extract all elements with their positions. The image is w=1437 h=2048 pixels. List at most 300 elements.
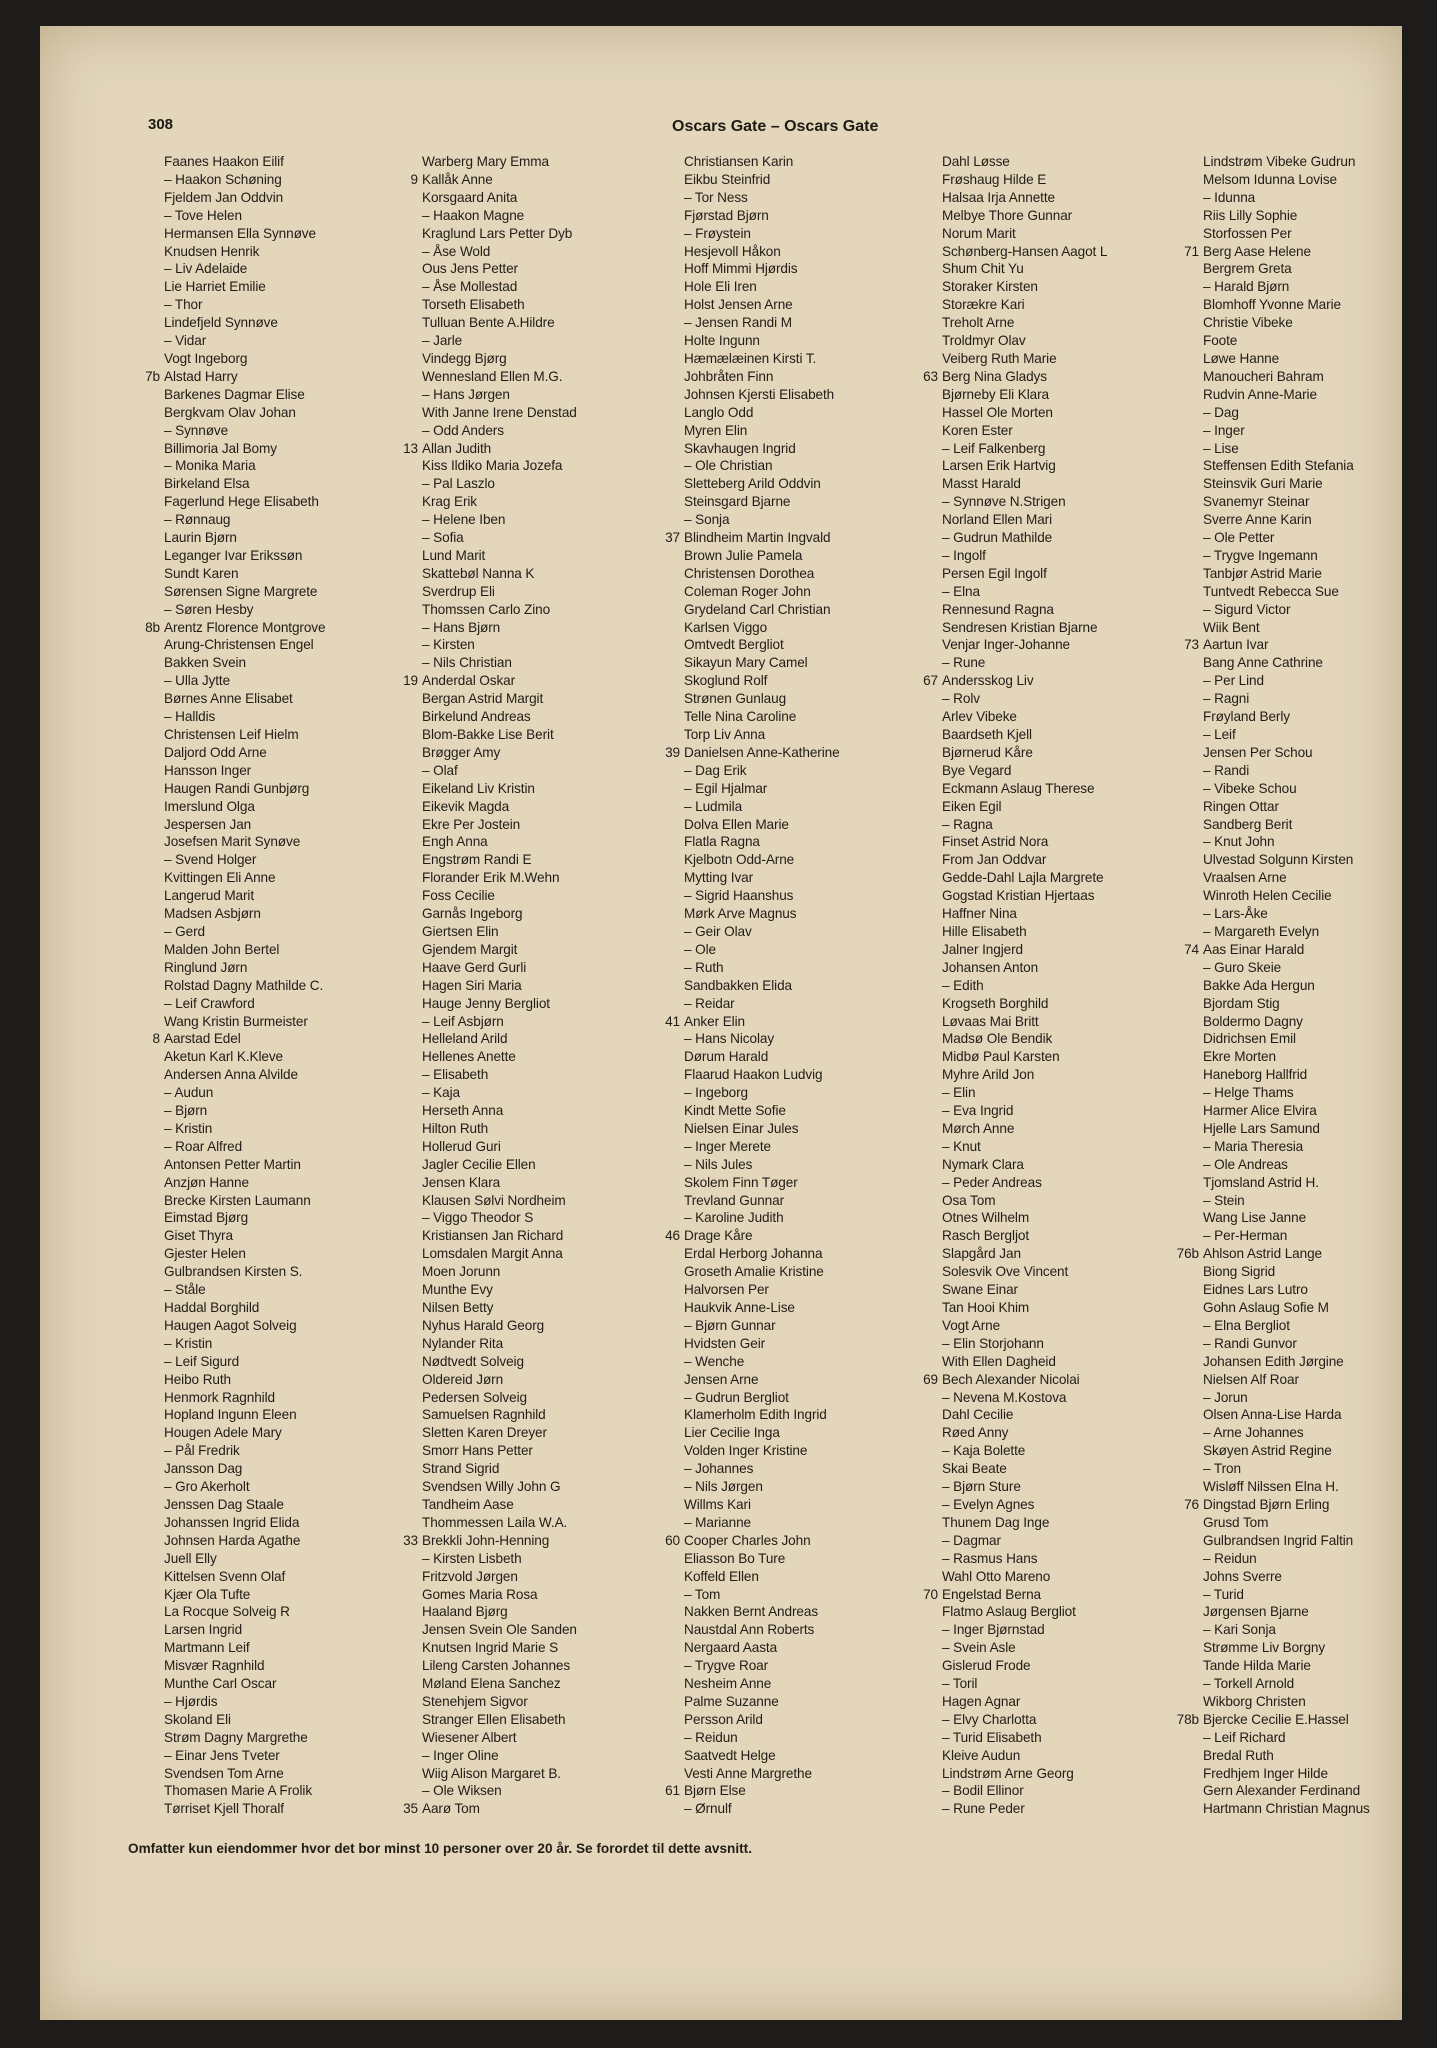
resident-name: – Kristin — [164, 1335, 213, 1351]
resident-name: – Elin — [942, 1085, 976, 1101]
resident-name: Larsen Ingrid — [164, 1622, 243, 1638]
directory-entry — [422, 547, 577, 565]
directory-entry — [942, 905, 1107, 923]
resident-name: Skattebøl Nanna K — [422, 565, 535, 581]
directory-entry — [942, 1460, 1107, 1478]
directory-entry — [684, 368, 840, 386]
resident-name: – Sigurd Victor — [1203, 601, 1291, 617]
resident-name: Christensen Leif Hielm — [164, 727, 299, 742]
directory-entry — [164, 1245, 325, 1263]
resident-name: – Åse Mollestad — [422, 279, 518, 295]
directory-entry — [164, 529, 325, 547]
directory-entry — [164, 1263, 325, 1281]
directory-entry — [422, 1389, 577, 1407]
resident-name: Daljord Odd Arne — [164, 744, 267, 760]
directory-entry — [942, 1389, 1107, 1407]
directory-entry — [1203, 959, 1370, 977]
resident-name: Johns Sverre — [1203, 1568, 1282, 1584]
directory-entry — [422, 1227, 577, 1245]
resident-name: Gomes Maria Rosa — [422, 1586, 538, 1602]
house-number: 13 — [403, 440, 418, 456]
resident-name: Strønen Gunlaug — [684, 691, 787, 707]
resident-name: Berg Aase Helene — [1203, 243, 1311, 259]
directory-entry — [1184, 636, 1370, 654]
directory-entry — [684, 941, 840, 959]
resident-name: Jensen Svein Ole Sanden — [422, 1622, 577, 1638]
directory-entry — [403, 440, 577, 458]
resident-name: Gjester Helen — [164, 1246, 246, 1262]
directory-entry — [1203, 1478, 1370, 1496]
directory-entry — [422, 601, 577, 619]
directory-entry — [684, 547, 840, 565]
resident-name: Myhre Arild Jon — [942, 1067, 1035, 1083]
directory-entry — [164, 332, 325, 350]
directory-entry — [1203, 1747, 1370, 1765]
directory-entry — [164, 1156, 325, 1174]
directory-entry — [422, 744, 577, 762]
directory-entry — [1203, 1782, 1370, 1800]
directory-entry — [942, 1299, 1107, 1317]
directory-entry — [422, 1245, 577, 1263]
resident-name: – Ingeborg — [684, 1085, 749, 1101]
directory-entry — [942, 189, 1107, 207]
resident-name: – Ulla Jytte — [164, 673, 231, 689]
resident-name: Gern Alexander Ferdinand — [1203, 1783, 1361, 1799]
resident-name: Fredhjem Inger Hilde — [1203, 1765, 1328, 1781]
directory-entry — [684, 690, 840, 708]
directory-entry — [942, 1478, 1107, 1496]
resident-name: Helleland Arild — [422, 1031, 508, 1047]
directory-entry — [422, 1371, 577, 1389]
resident-name: Bergkvam Olav Johan — [164, 404, 296, 420]
directory-entry — [145, 368, 325, 386]
directory-entry — [684, 1460, 840, 1478]
directory-entry — [422, 619, 577, 637]
directory-entry — [684, 511, 840, 529]
directory-entry — [923, 672, 1107, 690]
page-number: 308 — [148, 116, 174, 133]
directory-entry — [164, 1281, 325, 1299]
resident-name: – Reidar — [684, 995, 735, 1011]
resident-name: Hilton Ruth — [422, 1120, 489, 1136]
resident-name: Kindt Mette Sofie — [684, 1103, 786, 1119]
directory-entry — [942, 1174, 1107, 1192]
resident-name: Kallåk Anne — [422, 171, 493, 187]
directory-entry — [942, 475, 1107, 493]
directory-entry — [422, 529, 577, 547]
directory-entry — [942, 619, 1107, 637]
directory-entry — [164, 404, 325, 422]
resident-name: Møland Elena Sanchez — [422, 1676, 561, 1692]
directory-entry — [1203, 1442, 1370, 1460]
directory-entry — [422, 332, 577, 350]
resident-name: Kraglund Lars Petter Dyb — [422, 225, 573, 241]
resident-name: Svendsen Tom Arne — [164, 1765, 284, 1781]
house-number: 78b — [1176, 1711, 1199, 1727]
resident-name: – Gerd — [164, 923, 205, 939]
resident-name: – Tor Ness — [684, 189, 748, 205]
directory-entry — [1203, 887, 1370, 905]
directory-entry — [422, 726, 577, 744]
directory-entry — [942, 565, 1107, 583]
directory-entry — [942, 296, 1107, 314]
directory-entry — [164, 1550, 325, 1568]
resident-name: Blomhoff Yvonne Marie — [1203, 297, 1341, 313]
resident-name: Hoff Mimmi Hjørdis — [684, 261, 798, 277]
directory-entry — [164, 493, 325, 511]
directory-entry — [1203, 440, 1370, 458]
directory-entry — [1203, 816, 1370, 834]
resident-name: Aarstad Edel — [164, 1031, 241, 1047]
resident-name: – Torkell Arnold — [1203, 1676, 1295, 1692]
directory-entry — [422, 511, 577, 529]
resident-name: Frøshaug Hilde E — [942, 171, 1047, 187]
directory-entry — [422, 1138, 577, 1156]
directory-entry — [164, 1496, 325, 1514]
directory-entry — [684, 1800, 840, 1818]
directory-entry — [942, 547, 1107, 565]
directory-entry — [403, 1532, 577, 1550]
resident-name: – Idunna — [1203, 189, 1256, 205]
resident-name: – Helge Thams — [1203, 1085, 1294, 1101]
directory-entry — [942, 941, 1107, 959]
directory-entry — [422, 314, 577, 332]
resident-name: Tulluan Bente A.Hildre — [422, 315, 555, 331]
resident-name: Wennesland Ellen M.G. — [422, 368, 563, 384]
directory-entry — [422, 1174, 577, 1192]
directory-entry — [942, 1603, 1107, 1621]
resident-name: Mørch Anne — [942, 1120, 1015, 1136]
resident-name: – Karoline Judith — [684, 1210, 784, 1226]
directory-entry — [422, 225, 577, 243]
directory-entry — [942, 636, 1107, 654]
resident-name: Hassel Ole Morten — [942, 404, 1053, 420]
resident-name: Sundt Karen — [164, 565, 239, 581]
directory-entry — [684, 654, 840, 672]
resident-name: – Ragni — [1203, 691, 1250, 707]
resident-name: Aketun Karl K.Kleve — [164, 1049, 283, 1065]
resident-name: Arung-Christensen Engel — [164, 637, 314, 653]
resident-name: Dingstad Bjørn Erling — [1203, 1496, 1330, 1512]
directory-entry — [164, 225, 325, 243]
resident-name: – Harald Bjørn — [1203, 279, 1290, 295]
directory-entry — [422, 1496, 577, 1514]
resident-name: – Stein — [1203, 1192, 1245, 1208]
directory-entry — [1203, 1102, 1370, 1120]
directory-entry — [684, 1317, 840, 1335]
resident-name: Hellenes Anette — [422, 1049, 516, 1065]
house-number: 76b — [1176, 1246, 1199, 1262]
resident-name: Bech Alexander Nicolai — [942, 1371, 1080, 1387]
directory-entry — [1203, 404, 1370, 422]
directory-entry — [164, 601, 325, 619]
directory-entry — [684, 995, 840, 1013]
directory-entry — [942, 708, 1107, 726]
resident-name: Arlev Vibeke — [942, 709, 1017, 725]
directory-entry — [164, 1317, 325, 1335]
directory-entry — [684, 1120, 840, 1138]
resident-name: Volden Inger Kristine — [684, 1443, 808, 1459]
resident-name: Mytting Ivar — [684, 870, 754, 886]
directory-entry — [1184, 243, 1370, 261]
directory-entry — [942, 207, 1107, 225]
resident-name: Ulvestad Solgunn Kirsten — [1203, 852, 1354, 868]
resident-name: Slapgård Jan — [942, 1246, 1021, 1262]
resident-name: Krogseth Borghild — [942, 995, 1049, 1011]
directory-entry — [942, 1066, 1107, 1084]
directory-entry — [684, 457, 840, 475]
resident-name: Misvær Ragnhild — [164, 1658, 265, 1674]
resident-name: Hopland Ingunn Eleen — [164, 1407, 297, 1423]
directory-column-5 — [1176, 153, 1370, 1818]
directory-entry — [665, 529, 840, 547]
directory-entry — [422, 977, 577, 995]
directory-entry — [422, 798, 577, 816]
directory-entry — [942, 583, 1107, 601]
directory-entry — [422, 1729, 577, 1747]
resident-name: Giertsen Elin — [422, 923, 499, 939]
directory-entry — [422, 941, 577, 959]
directory-entry — [684, 1603, 840, 1621]
resident-name: – Bjørn Sture — [942, 1479, 1021, 1495]
resident-name: Aarø Tom — [422, 1801, 480, 1817]
directory-entry — [942, 1442, 1107, 1460]
resident-name: – Søren Hesby — [164, 601, 254, 617]
directory-entry — [1203, 1460, 1370, 1478]
directory-entry — [1203, 1729, 1370, 1747]
resident-name: Wiik Bent — [1203, 619, 1260, 635]
directory-entry — [684, 851, 840, 869]
resident-name: Skoglund Rolf — [684, 673, 768, 689]
directory-entry — [942, 851, 1107, 869]
resident-name: Hollerud Guri — [422, 1138, 501, 1154]
resident-name: Sandberg Berit — [1203, 816, 1293, 832]
directory-entry — [942, 1192, 1107, 1210]
directory-entry — [1203, 207, 1370, 225]
resident-name: Bjørn Else — [684, 1783, 746, 1799]
resident-name: – Bjørn — [164, 1103, 208, 1119]
directory-entry — [1203, 905, 1370, 923]
resident-name: – Maria Theresia — [1203, 1138, 1304, 1154]
directory-entry — [1203, 368, 1370, 386]
directory-entry — [164, 583, 325, 601]
directory-entry — [942, 780, 1107, 798]
directory-entry — [1203, 1281, 1370, 1299]
directory-entry — [684, 1048, 840, 1066]
resident-name: Florander Erik M.Wehn — [422, 870, 560, 886]
resident-name: Eliasson Bo Ture — [684, 1550, 786, 1566]
directory-entry — [1203, 332, 1370, 350]
resident-name: Schønberg-Hansen Aagot L — [942, 243, 1108, 259]
directory-entry — [942, 314, 1107, 332]
resident-name: Flatla Ragna — [684, 834, 760, 850]
resident-name: Engelstad Berna — [942, 1586, 1042, 1602]
directory-entry — [684, 350, 840, 368]
resident-name: Martmann Leif — [164, 1640, 250, 1656]
resident-name: – Jarle — [422, 333, 463, 349]
resident-name: Rudvin Anne-Marie — [1203, 386, 1317, 402]
resident-name: – Leif Crawford — [164, 995, 255, 1011]
directory-entry — [684, 672, 840, 690]
directory-entry — [942, 977, 1107, 995]
directory-entry — [942, 1729, 1107, 1747]
directory-entry — [422, 404, 577, 422]
directory-entry — [1203, 1514, 1370, 1532]
resident-name: – Roar Alfred — [164, 1138, 243, 1154]
resident-name: Storaker Kirsten — [942, 279, 1038, 295]
resident-name: Jansson Dag — [164, 1461, 243, 1477]
resident-name: Tuntvedt Rebecca Sue — [1203, 583, 1339, 599]
resident-name: Swane Einar — [942, 1282, 1018, 1298]
directory-entry — [684, 708, 840, 726]
resident-name: Norum Marit — [942, 225, 1016, 241]
directory-entry — [942, 1496, 1107, 1514]
directory-entry — [1203, 1532, 1370, 1550]
resident-name: Samuelsen Ragnhild — [422, 1407, 546, 1423]
resident-name: – Turid — [1203, 1586, 1244, 1602]
resident-name: Tørriset Kjell Thoralf — [164, 1801, 284, 1817]
directory-entry — [164, 1174, 325, 1192]
directory-entry — [164, 243, 325, 261]
resident-name: Christiansen Karin — [684, 154, 794, 169]
resident-name: Malden John Bertel — [164, 941, 280, 957]
resident-name: Sletten Karen Dreyer — [422, 1425, 547, 1441]
directory-entry — [1203, 1299, 1370, 1317]
directory-entry — [942, 1335, 1107, 1353]
resident-name: Nielsen Alf Roar — [1203, 1371, 1299, 1387]
directory-entry — [1203, 225, 1370, 243]
directory-entry — [422, 887, 577, 905]
resident-name: Lier Cecilie Inga — [684, 1425, 780, 1441]
directory-entry — [164, 1084, 325, 1102]
directory-page — [40, 26, 1402, 2020]
directory-entry — [164, 672, 325, 690]
directory-entry — [422, 350, 577, 368]
resident-name: Rolstad Dagny Mathilde C. — [164, 977, 324, 993]
resident-name: – Ingolf — [942, 547, 986, 563]
directory-entry — [422, 1335, 577, 1353]
directory-entry — [684, 1568, 840, 1586]
resident-name: Hansson Inger — [164, 762, 252, 778]
directory-entry — [942, 493, 1107, 511]
directory-entry — [164, 690, 325, 708]
directory-entry — [942, 1693, 1107, 1711]
directory-entry — [942, 1263, 1107, 1281]
resident-name: – Olaf — [422, 762, 458, 778]
resident-name: Nergaard Aasta — [684, 1640, 778, 1656]
resident-name: Grydeland Carl Christian — [684, 601, 831, 617]
directory-entry — [164, 851, 325, 869]
directory-entry — [684, 869, 840, 887]
directory-entry — [684, 189, 840, 207]
resident-name: Ringlund Jørn — [164, 959, 248, 975]
directory-entry — [1203, 1568, 1370, 1586]
resident-name: – Eva Ingrid — [942, 1103, 1014, 1119]
resident-name: Christensen Dorothea — [684, 565, 815, 581]
resident-name: Løvaas Mai Britt — [942, 1013, 1039, 1029]
resident-name: – Trygve Roar — [684, 1658, 769, 1674]
resident-name: Koren Ester — [942, 422, 1013, 438]
directory-entry — [164, 798, 325, 816]
directory-entry — [164, 1066, 325, 1084]
directory-entry — [684, 1281, 840, 1299]
resident-name: – Dag — [1203, 404, 1239, 420]
resident-name: Thomssen Carlo Zino — [422, 601, 551, 617]
directory-entry — [684, 923, 840, 941]
resident-name: Sendresen Kristian Bjarne — [942, 619, 1098, 635]
directory-entry — [164, 1120, 325, 1138]
resident-name: Fjørstad Bjørn — [684, 207, 769, 223]
resident-name: – Monika Maria — [164, 458, 256, 474]
resident-name: Haddal Borghild — [164, 1300, 260, 1315]
resident-name: – Sofia — [422, 530, 464, 546]
resident-name: Laurin Bjørn — [164, 530, 237, 546]
resident-name: Shum Chit Yu — [942, 261, 1024, 277]
resident-name: Omtvedt Bergliot — [684, 637, 784, 653]
directory-entry — [164, 511, 325, 529]
resident-name: Finset Astrid Nora — [942, 834, 1049, 850]
directory-entry — [422, 636, 577, 654]
directory-entry — [1203, 1424, 1370, 1442]
resident-name: Haffner Nina — [942, 906, 1017, 922]
resident-name: – Kirsten Lisbeth — [422, 1550, 522, 1566]
directory-entry — [422, 1048, 577, 1066]
directory-entry — [422, 1693, 577, 1711]
resident-name: Gislerud Frode — [942, 1658, 1031, 1674]
resident-name: – Jensen Randi M — [684, 315, 792, 331]
resident-name: Langerud Marit — [164, 888, 255, 904]
resident-name: Drage Kåre — [684, 1228, 753, 1244]
directory-entry — [1203, 1084, 1370, 1102]
directory-entry — [684, 1084, 840, 1102]
resident-name: Sørensen Signe Margrete — [164, 583, 318, 599]
resident-name: Brown Julie Pamela — [684, 547, 803, 563]
directory-entry — [164, 547, 325, 565]
directory-entry — [942, 243, 1107, 261]
directory-entry — [1203, 350, 1370, 368]
resident-name: Antonsen Petter Martin — [164, 1156, 301, 1172]
resident-name: Haaland Bjørg — [422, 1604, 508, 1620]
directory-entry — [684, 1030, 840, 1048]
resident-name: – Kristin — [164, 1120, 213, 1136]
directory-entry — [422, 780, 577, 798]
resident-name: Frøyland Berly — [1203, 709, 1290, 725]
resident-name: Faanes Haakon Eilif — [164, 154, 284, 169]
directory-entry — [422, 1317, 577, 1335]
directory-column-4 — [923, 153, 1108, 1818]
directory-entry — [1203, 1603, 1370, 1621]
resident-name: Børnes Anne Elisabet — [164, 691, 293, 707]
resident-name: – Vibeke Schou — [1203, 780, 1297, 796]
resident-name: – Liv Adelaide — [164, 261, 248, 277]
resident-name: – Helene Iben — [422, 512, 506, 528]
directory-entry — [1203, 1693, 1370, 1711]
resident-name: Dolva Ellen Marie — [684, 816, 789, 832]
directory-entry — [164, 153, 325, 171]
resident-name: – Jorun — [1203, 1389, 1248, 1405]
directory-entry — [684, 278, 840, 296]
resident-name: Oldereid Jørn — [422, 1371, 504, 1387]
directory-entry — [422, 475, 577, 493]
directory-entry — [1203, 1675, 1370, 1693]
directory-entry — [422, 1192, 577, 1210]
resident-name: Wang Kristin Burmeister — [164, 1013, 308, 1029]
resident-name: – Thor — [164, 297, 203, 313]
directory-entry — [164, 887, 325, 905]
resident-name: Løwe Hanne — [1203, 350, 1280, 366]
resident-name: Flaarud Haakon Ludvig — [684, 1067, 823, 1083]
resident-name: Thunem Dag Inge — [942, 1514, 1050, 1530]
